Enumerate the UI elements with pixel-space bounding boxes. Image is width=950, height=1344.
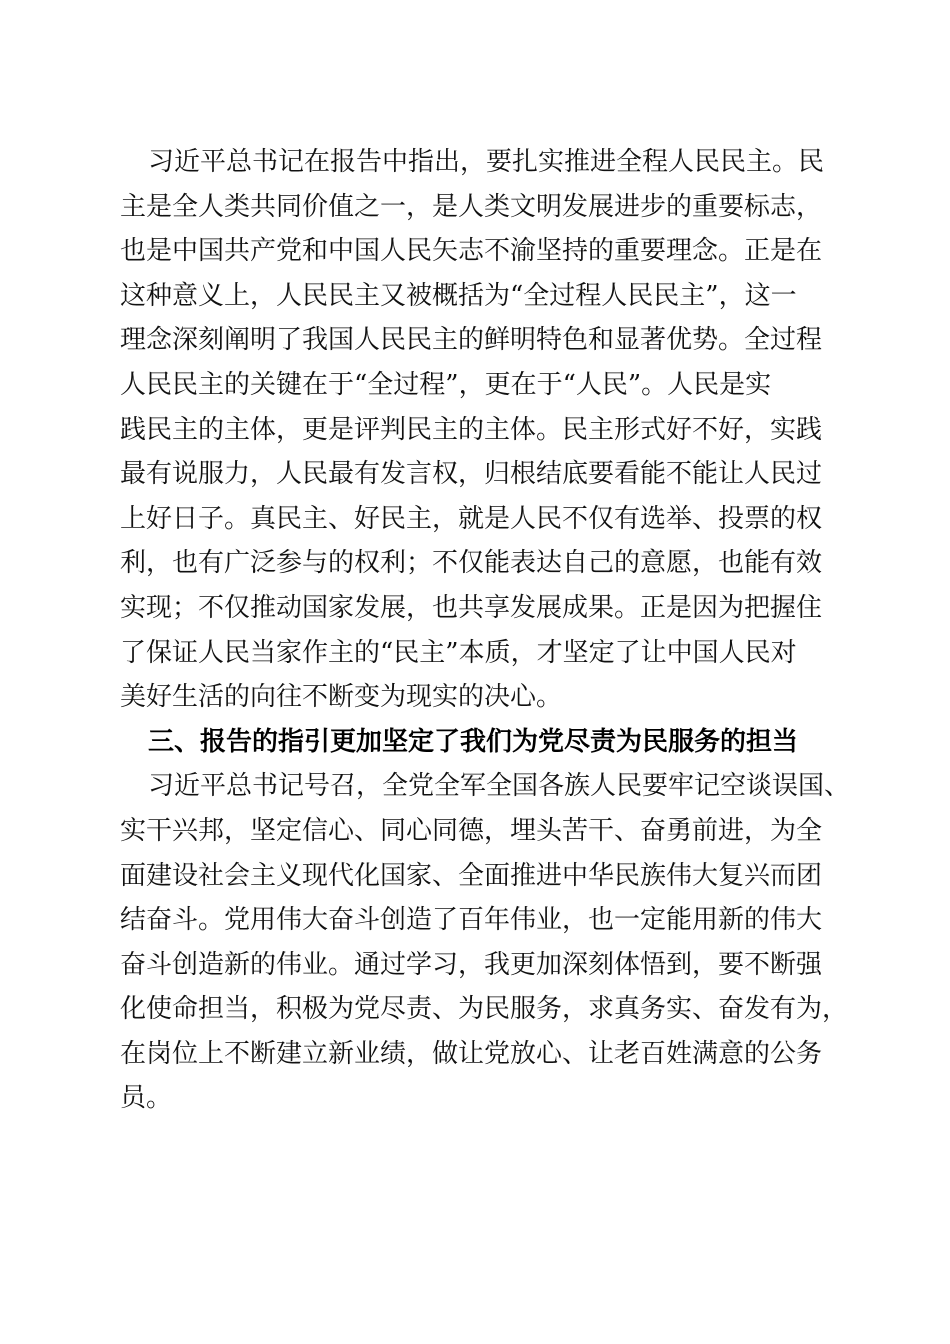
paragraph-line: 最有说服力，人民最有发言权，归根结底要看能不能让人民过 xyxy=(120,459,823,490)
paragraph-line: 人民民主的关键在于“全过程”，更在于“人民”。人民是实 xyxy=(120,369,772,400)
paragraph-line: 习近平总书记在报告中指出，要扎实推进全程人民民主。民 xyxy=(148,147,825,177)
paragraph-line: 实干兴邦，坚定信心、同心同德，埋头苦干、奋勇前进，为全 xyxy=(120,815,823,846)
paragraph-responsibility xyxy=(120,764,851,1121)
document-body xyxy=(120,140,851,1121)
paragraph-line: 也是中国共产党和中国人民矢志不渝坚持的重要理念。正是在 xyxy=(120,236,823,267)
paragraph-line: 理念深刻阐明了我国人民民主的鲜明特色和显著优势。全过程 xyxy=(120,325,823,356)
paragraph-line: 利，也有广泛参与的权利；不仅能表达自己的意愿，也能有效 xyxy=(120,548,823,579)
paragraph-line: 化使命担当，积极为党尽责、为民服务，求真务实、奋发有为， xyxy=(120,994,849,1025)
paragraph-democracy xyxy=(120,140,836,720)
paragraph-line: 上好日子。真民主、好民主，就是人民不仅有选举、投票的权 xyxy=(120,503,823,534)
paragraph-line: 结奋斗。党用伟大奋斗创造了百年伟业，也一定能用新的伟大 xyxy=(120,905,823,936)
paragraph-line: 习近平总书记号召，全党全军全国各族人民要牢记空谈误国、 xyxy=(148,771,851,802)
paragraph-line: 这种意义上，人民民主又被概括为“全过程人民民主”，这一 xyxy=(120,280,797,311)
paragraph-line: 奋斗创造新的伟业。通过学习，我更加深刻体悟到，要不断强 xyxy=(120,949,823,980)
paragraph-line: 主是全人类共同价值之一，是人类文明发展进步的重要标志， xyxy=(120,191,823,222)
paragraph-line: 员。 xyxy=(120,1083,173,1114)
paragraph-line: 实现；不仅推动国家发展，也共享发展成果。正是因为把握住 xyxy=(120,592,823,623)
paragraph-line: 在岗位上不断建立新业绩，做让党放心、让老百姓满意的公务 xyxy=(120,1038,823,1069)
paragraph-line: 践民主的主体，更是评判民主的主体。民主形式好不好，实践 xyxy=(120,414,823,445)
paragraph-line: 了保证人民当家作主的“民主”本质，才坚定了让中国人民对 xyxy=(120,637,797,668)
paragraph-line: 美好生活的向往不断变为现实的决心。 xyxy=(120,682,563,713)
section-heading: 三、报告的指引更加坚定了我们为党尽责为民服务的担当 xyxy=(148,726,799,757)
paragraph-line: 面建设社会主义现代化国家、全面推进中华民族伟大复兴而团 xyxy=(120,860,823,891)
